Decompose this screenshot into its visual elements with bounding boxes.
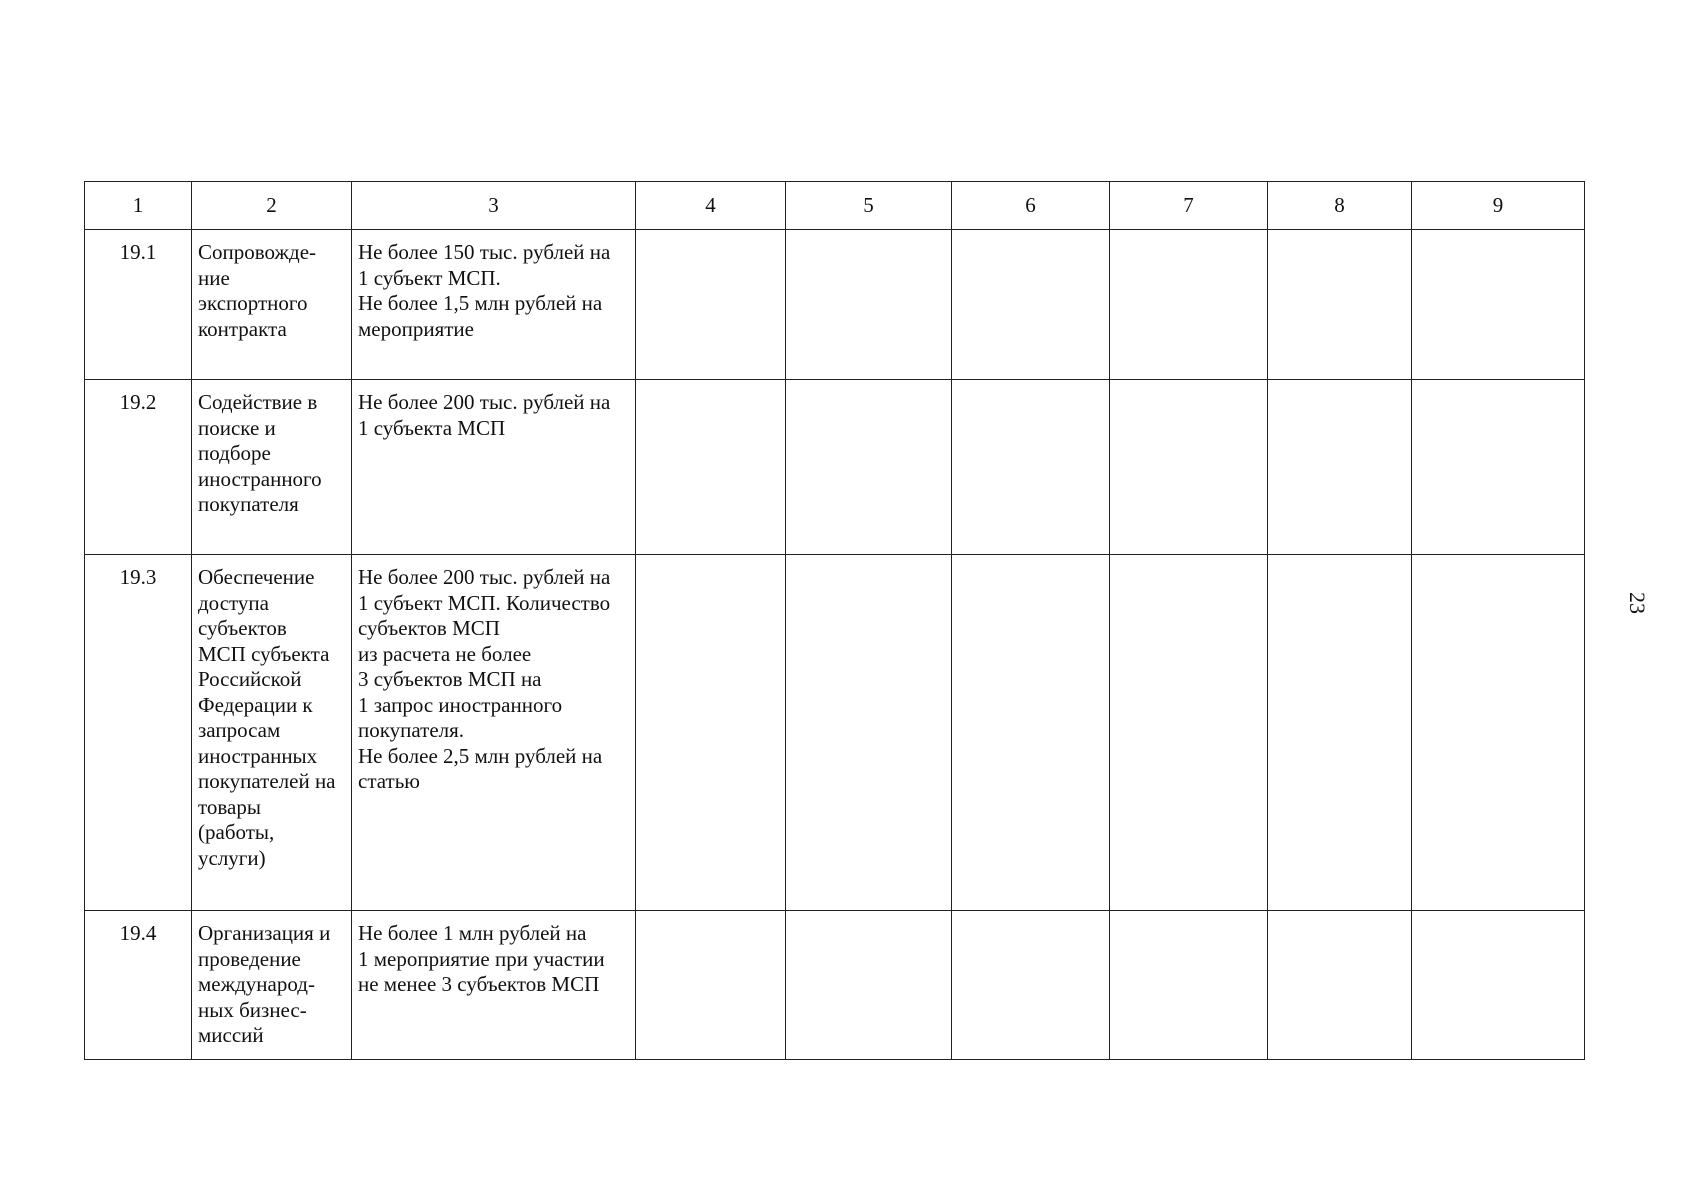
header-cell: 9 [1412,182,1585,230]
empty-cell [786,911,952,1060]
empty-cell [952,555,1110,911]
empty-cell [1412,380,1585,555]
header-cell: 6 [952,182,1110,230]
limit-cell: Не более 200 тыс. рублей на 1 субъект МСП. Количество субъектов МСП из расчета не более 3 субъектов МСП на 1 запрос иностранного покупателя. Не более 2,5 млн рублей на статью [352,555,636,911]
empty-cell [1110,911,1268,1060]
empty-cell [1268,911,1412,1060]
empty-cell [636,230,786,380]
header-cell: 7 [1110,182,1268,230]
empty-cell [1110,230,1268,380]
table-row [85,230,1585,380]
header-cell: 4 [636,182,786,230]
limit-cell: Не более 150 тыс. рублей на 1 субъект МСП. Не более 1,5 млн рублей на мероприятие [352,230,636,380]
empty-cell [1268,380,1412,555]
empty-cell [636,911,786,1060]
measure-name-cell: Организация и проведение международ- ных бизнес- миссий [192,911,352,1060]
empty-cell [786,380,952,555]
row-number-cell: 19.2 [85,380,192,555]
empty-cell [636,555,786,911]
header-cell: 8 [1268,182,1412,230]
page-number: 23 [1625,592,1650,614]
empty-cell [1412,230,1585,380]
row-number-cell: 19.3 [85,555,192,911]
table-row [85,911,1585,1060]
header-cell: 3 [352,182,636,230]
empty-cell [1412,911,1585,1060]
row-number-cell: 19.4 [85,911,192,1060]
empty-cell [1268,555,1412,911]
empty-cell [1110,380,1268,555]
empty-cell [1268,230,1412,380]
row-number-cell: 19.1 [85,230,192,380]
table-row [85,555,1585,911]
measure-name-cell: Сопровожде- ние экспортного контракта [192,230,352,380]
empty-cell [952,230,1110,380]
table-header-row [85,182,1585,230]
empty-cell [1412,555,1585,911]
empty-cell [1110,555,1268,911]
header-cell: 2 [192,182,352,230]
empty-cell [952,380,1110,555]
empty-cell [786,230,952,380]
limit-cell: Не более 1 млн рублей на 1 мероприятие при участии не менее 3 субъектов МСП [352,911,636,1060]
empty-cell [636,380,786,555]
measures-table [84,181,1585,1060]
table-row [85,380,1585,555]
limit-cell: Не более 200 тыс. рублей на 1 субъекта МСП [352,380,636,555]
header-cell: 1 [85,182,192,230]
empty-cell [786,555,952,911]
measure-name-cell: Обеспечение доступа субъектов МСП субъекта Российской Федерации к запросам иностранных покупателей на товары (работы, услуги) [192,555,352,911]
header-cell: 5 [786,182,952,230]
empty-cell [952,911,1110,1060]
measure-name-cell: Содействие в поиске и подборе иностранного покупателя [192,380,352,555]
